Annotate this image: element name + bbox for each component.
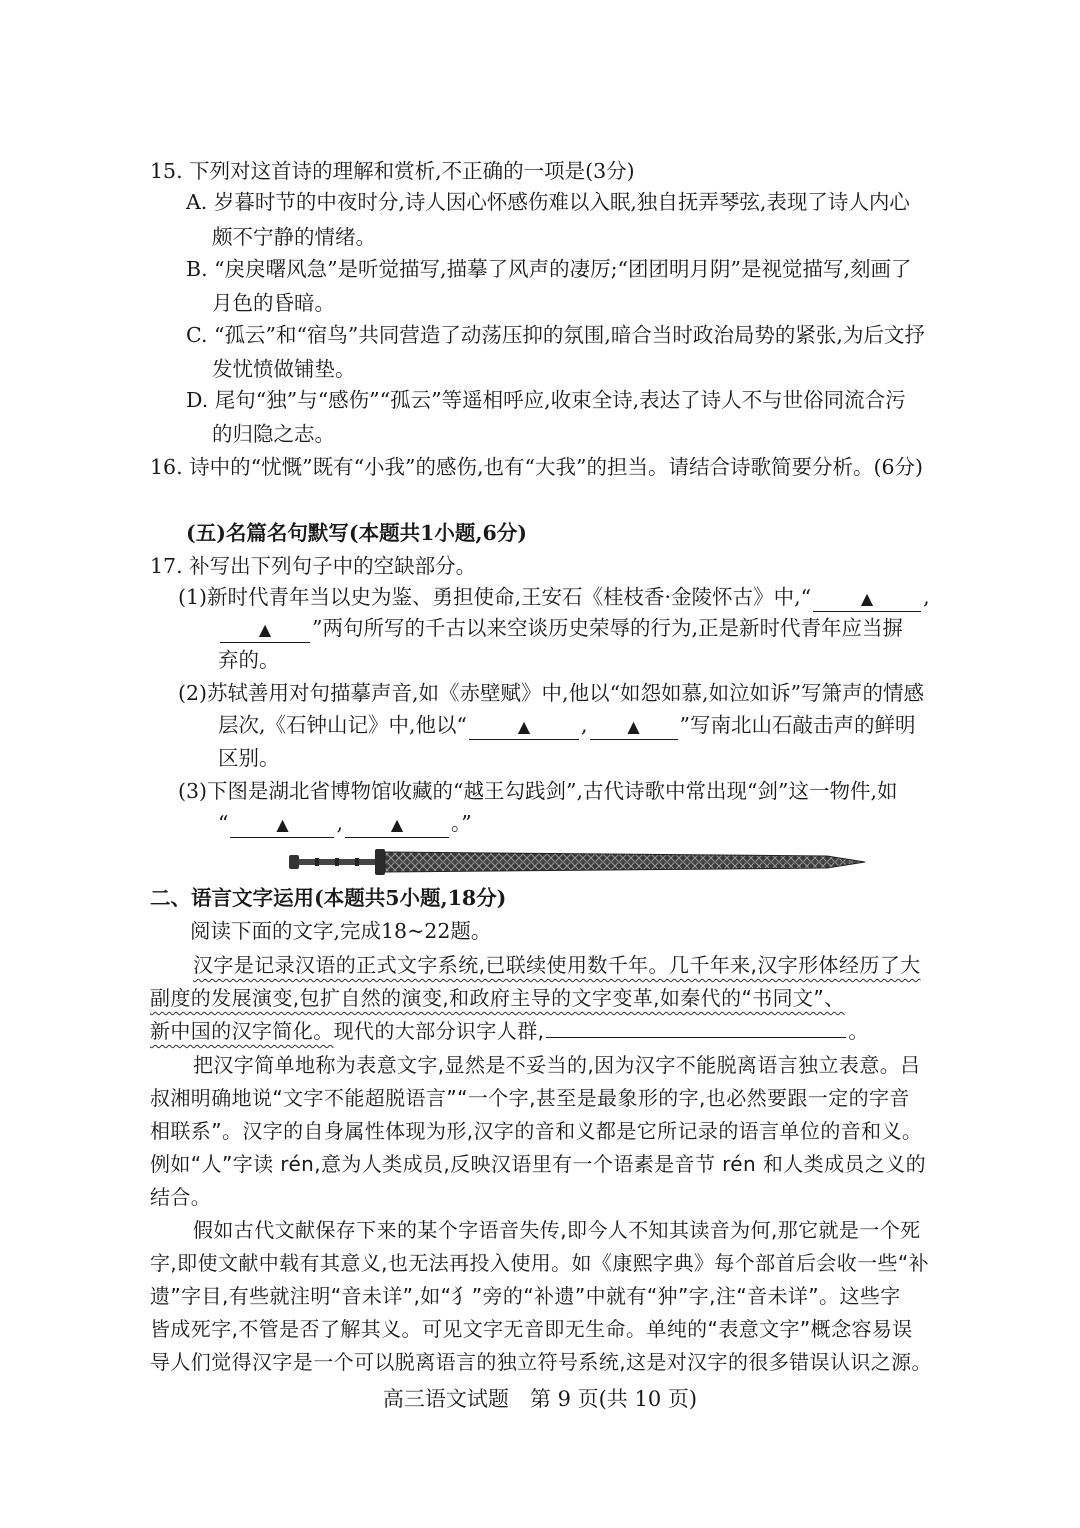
q17-item1-text-b: ,	[923, 585, 930, 609]
passage-line: 结合。	[150, 1185, 212, 1209]
sword-pommel	[289, 855, 299, 869]
passage-line	[150, 1016, 869, 1046]
section5-title: (五)名篇名句默写(本题共1小题,6分)	[186, 521, 527, 545]
triangle-icon: ▲	[258, 620, 272, 639]
passage-line: 导人们觉得汉字是一个可以脱离语言的独立符号系统,这是对汉字的很多错误认识之源。	[150, 1350, 932, 1374]
q17-item2-text-d: ”写南北山石敲击声的鲜明	[679, 713, 916, 737]
wavy-underlined-text: 汉字是记录汉语的正式文字系统,已联续使用数千年。几千年来,汉字形体经历了大	[193, 953, 921, 977]
page-footer: 高三语文试题 第 9 页(共 10 页)	[382, 1387, 698, 1411]
section2-intro: 阅读下面的文字,完成18~22题。	[190, 919, 492, 943]
passage-line: 把汉字简单地称为表意文字,显然是不妥当的,因为汉字不能脱离语言独立表意。吕	[193, 1053, 921, 1077]
q17-item2-text-b: 层次,《石钟山记》中,他以“	[218, 713, 468, 737]
q15-option-a-line2: 颇不宁静的情绪。	[212, 225, 376, 249]
q17-stem: 17. 补写出下列句子中的空缺部分。	[150, 554, 477, 578]
passage-line: 遗”字目,有些就注明“音未详”,如“犭”旁的“补遗”中就有“狆”字,注“音未详”。这些字	[150, 1284, 901, 1308]
passage-line: 皆成死字,不管是否了解其义。可见文字无音即无生命。单纯的“表意文字”概念容易误	[150, 1317, 913, 1341]
answer-blank[interactable]	[546, 1037, 846, 1038]
passage-line	[193, 950, 921, 980]
triangle-icon: ▲	[517, 717, 531, 736]
q15-option-c-line2: 发忧愤做铺垫。	[212, 357, 356, 381]
sword-image	[287, 846, 867, 878]
answer-blank[interactable]	[220, 616, 310, 643]
triangle-icon: ▲	[390, 815, 404, 834]
triangle-icon: ▲	[860, 589, 874, 608]
q17-item3-text-c: ,	[336, 811, 344, 835]
answer-blank[interactable]	[469, 713, 579, 740]
q15-option-d-line2: 的归隐之志。	[212, 422, 335, 446]
q17-item1-line3: 弃的。	[218, 648, 280, 672]
passage-text: 现代的大部分识字人群,	[333, 1019, 545, 1043]
q15-option-d-line1: D. 尾句“独”与“感伤”“孤云”等遥相呼应,收束全诗,表达了诗人不与世俗同流合污	[186, 388, 906, 412]
passage-line: 叔湘明确地说“文字不能超脱语言”“一个字,甚至是最象形的字,也必然要跟一定的字音	[150, 1086, 910, 1110]
answer-blank[interactable]	[230, 811, 334, 838]
q17-item3-text-b: “	[218, 811, 229, 835]
q17-item3-line1: (3)下图是湖北省博物馆收藏的“越王勾践剑”,古代诗歌中常出现“剑”这一物件,如	[178, 779, 898, 803]
passage-line	[150, 983, 845, 1013]
q16-stem: 16. 诗中的“忧慨”既有“小我”的感伤,也有“大我”的担当。请结合诗歌简要分析。(6分)	[150, 455, 924, 479]
q17-item2-text-c: ,	[581, 713, 588, 737]
q15-option-b-line2: 月色的昏暗。	[212, 291, 335, 315]
q17-item2-line1: (2)苏轼善用对句描摹声音,如《赤壁赋》中,他以“如怨如慕,如泣如诉”写箫声的情感	[178, 681, 925, 705]
passage-line: 字,即使文献中载有其意义,也无法再投入使用。如《康熙字典》每个部首后会收一些“补	[150, 1251, 930, 1275]
passage-line: 假如古代文献保存下来的某个字语音失传,即今人不知其读音为何,那它就是一个死	[193, 1218, 921, 1242]
wavy-underlined-text: 副度的发展演变,包扩自然的演变,和政府主导的文字变革,如秦代的“书同文”、	[150, 986, 845, 1010]
passage-text: 。	[848, 1019, 869, 1043]
triangle-icon: ▲	[276, 815, 289, 834]
answer-blank[interactable]	[813, 585, 921, 612]
q17-item2-line2	[218, 710, 916, 740]
wavy-underlined-text: 新中国的汉字简化。	[150, 1019, 334, 1043]
answer-blank[interactable]	[590, 713, 678, 740]
q17-item3-text-d: 。”	[451, 811, 472, 835]
q15-option-c-line1: C. “孤云”和“宿鸟”共同营造了动荡压抑的氛围,暗合当时政治局势的紧张,为后文抒	[186, 323, 925, 347]
q15-option-a-line1: A. 岁暮时节的中夜时分,诗人因心怀感伤难以入眠,独自抚弄琴弦,表现了诗人内心	[186, 190, 910, 214]
answer-blank[interactable]	[345, 811, 449, 838]
q17-item1-line2	[218, 613, 903, 643]
q17-item2-line3: 区别。	[218, 746, 280, 770]
q17-item3-line2	[218, 808, 472, 838]
passage-line: 例如“人”字读 rén,意为人类成员,反映汉语里有一个语素是音节 rén 和人类成员之义的	[150, 1152, 927, 1176]
sword-guard	[375, 849, 385, 875]
triangle-icon: ▲	[627, 717, 640, 736]
q15-stem: 15. 下列对这首诗的理解和赏析,不正确的一项是(3分)	[150, 159, 635, 183]
q15-option-b-line1: B. “戾戾曙风急”是听觉描写,描摹了风声的凄厉;“团团明月阴”是视觉描写,刻画了	[186, 257, 912, 281]
q17-item1-text-c: ”两句所写的千古以来空谈历史荣辱的行为,正是新时代青年应当摒	[312, 616, 903, 640]
section2-title: 二、语言文字运用(本题共5小题,18分)	[150, 886, 507, 910]
q17-item1-line1	[178, 582, 930, 612]
q17-item1-text-a: (1)新时代青年当以史为鉴、勇担使命,王安石《桂枝香·金陵怀古》中,“	[178, 585, 812, 609]
passage-line: 相联系”。汉字的自身属性体现为形,汉字的音和义都是它所记录的语言单位的音和义。	[150, 1119, 923, 1143]
